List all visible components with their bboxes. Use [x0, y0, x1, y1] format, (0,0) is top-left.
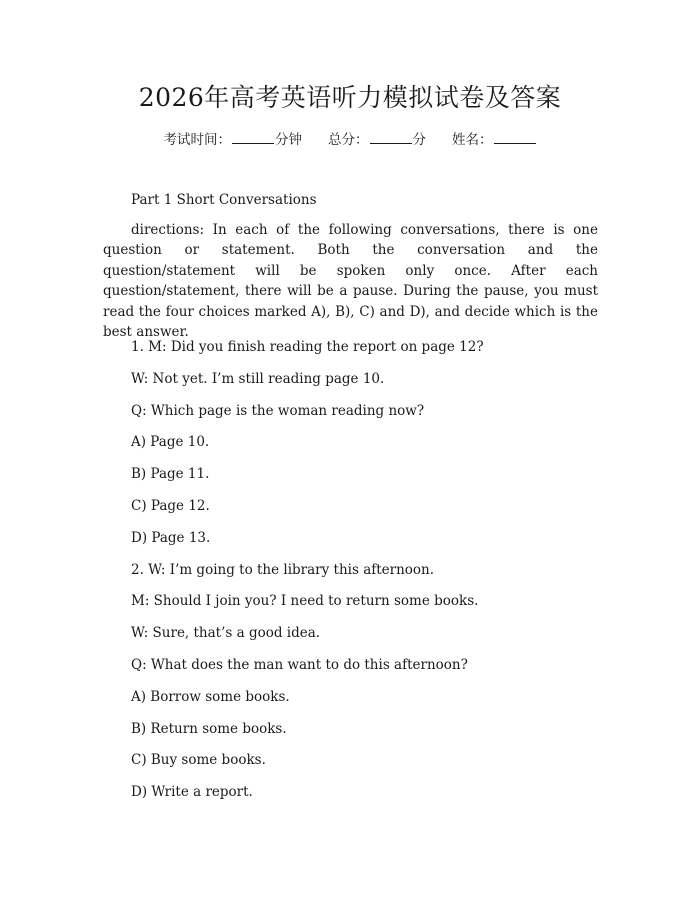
section-heading: Part 1 Short Conversations — [131, 192, 317, 208]
question-line: Q: What does the man want to do this afternoon? — [131, 656, 468, 673]
question-line: W: Sure, that’s a good idea. — [131, 625, 321, 642]
total-score-label: 总分： — [328, 132, 369, 148]
name-label: 姓名： — [452, 132, 493, 148]
total-score-unit: 分 — [412, 132, 426, 148]
total-score-blank — [370, 129, 412, 144]
question-line: M: Should I join you? I need to return some books. — [131, 593, 479, 610]
question-line: 2. W: I’m going to the library this afternoon. — [131, 561, 435, 578]
question-line: 1. M: Did you finish reading the report on page 12? — [131, 339, 484, 355]
directions-paragraph — [103, 220, 598, 342]
answer-choice: A) Borrow some books. — [131, 688, 290, 705]
document-title: 2026年高考英语听力模拟试卷及答案 — [138, 83, 562, 112]
question-line: W: Not yet. I’m still reading page 10. — [131, 370, 385, 387]
name-blank — [494, 129, 536, 144]
directions-text: directions: In each of the following conversations, there is one question or statement. Both the conversation and the question/statement will be spoken only once. After each question/statement, there will be a pause. During the pause, you must read the four choices marked A), B), C) and D), and decide which is the best answer. — [103, 222, 598, 341]
exam-info-line — [0, 128, 700, 152]
answer-choice: B) Return some books. — [131, 720, 287, 737]
answer-choice: A) Page 10. — [131, 434, 210, 451]
exam-time-label: 考试时间： — [163, 132, 231, 148]
exam-time-blank — [232, 129, 274, 144]
answer-choice: C) Page 12. — [131, 497, 210, 514]
exam-time-unit: 分钟 — [275, 132, 302, 148]
question-list — [131, 335, 484, 812]
answer-choice: D) Page 13. — [131, 529, 211, 546]
question-line: Q: Which page is the woman reading now? — [131, 402, 425, 419]
answer-choice: C) Buy some books. — [131, 752, 266, 769]
answer-choice: D) Write a report. — [131, 784, 253, 801]
answer-choice: B) Page 11. — [131, 466, 210, 483]
